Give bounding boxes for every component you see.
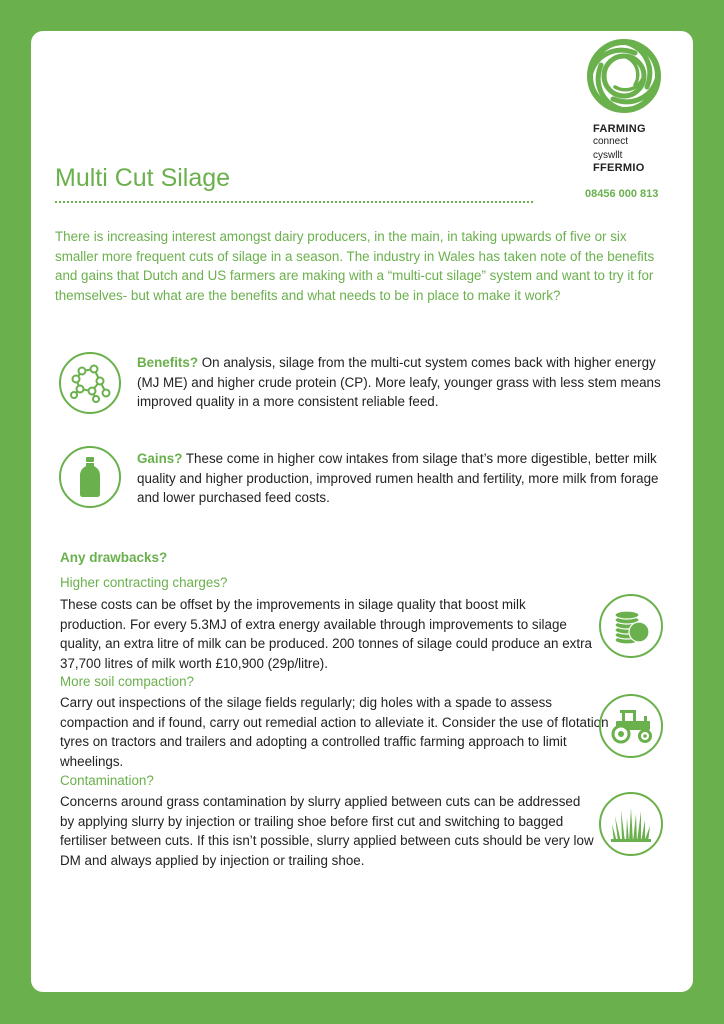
- benefits-text: On analysis, silage from the multi-cut system comes back with higher energy (MJ ME) and higher crude protein (CP). More leafy, younger grass with less stem means improved quality in a more consistent reliable feed.: [137, 355, 661, 409]
- benefits-paragraph: [137, 353, 667, 412]
- intro-paragraph: There is increasing interest amongst dairy producers, in the main, in taking upwards of five or six smaller more frequent cuts of silage in a season. The industry in Wales has taken note of the benefits and gains that Dutch and US farmers are making with a “multi-cut silage” system and want to try it for themselves- but what are the benefits and what needs to be in place to make it work?: [55, 229, 655, 303]
- page-card: [31, 31, 693, 992]
- page-title: Multi Cut Silage: [55, 164, 231, 192]
- swirl-logo-icon: [583, 35, 665, 117]
- gains-text: These come in higher cow intakes from silage that’s more digestible, better milk quality and higher production, improved rumen health and fertility, more milk from forage and lower purchased feed costs.: [137, 451, 659, 505]
- grass-icon: [599, 792, 663, 856]
- logo-text-ffermio: FFERMIO: [593, 162, 645, 174]
- logo-text-farming: FARMING: [593, 123, 646, 135]
- benefits-lead: Benefits?: [137, 355, 199, 370]
- paragraph-soil-compaction: Carry out inspections of the silage fields regularly; dig holes with a spade to assess compaction and if found, carry out remedial action to alleviate it. Consider the use of flotation tyres on tractors and trailers and adopting a controlled traffic farming approach to limit wheelings.: [60, 695, 609, 769]
- drawbacks-heading: Any drawbacks?: [60, 550, 168, 565]
- molecule-icon: [59, 352, 121, 414]
- tractor-icon: [599, 694, 663, 758]
- logo-text-connect: connect: [593, 136, 629, 147]
- subheading-contamination: Contamination?: [60, 773, 154, 788]
- subheading-soil-compaction: More soil compaction?: [60, 674, 194, 689]
- gains-lead: Gains?: [137, 451, 183, 466]
- phone-number: 08456 000 813: [585, 188, 659, 200]
- milk-bottle-icon: [59, 446, 121, 508]
- paragraph-contracting-charges: These costs can be offset by the improvements in silage quality that boost milk production. For every 5.3MJ of extra energy available through improvements to silage quality, an extra litre of milk can be produced. 200 tonnes of silage could produce an extra 37,700 litres of milk worth £10,900 (29p/litre).: [60, 597, 592, 671]
- subheading-contracting-charges: Higher contracting charges?: [60, 575, 228, 590]
- dotted-divider: [55, 201, 533, 203]
- logo-text-cyswllt: cyswllt: [593, 150, 623, 161]
- gains-paragraph: [137, 449, 667, 508]
- coins-icon: [599, 594, 663, 658]
- paragraph-contamination: Concerns around grass contamination by slurry applied between cuts can be addressed by applying slurry by injection or trailing shoe before first cut and switching to bagged fertiliser between cuts. If this isn’t possible, slurry applied between cuts should be very low DM and always applied by injection or trailing shoe.: [60, 794, 594, 868]
